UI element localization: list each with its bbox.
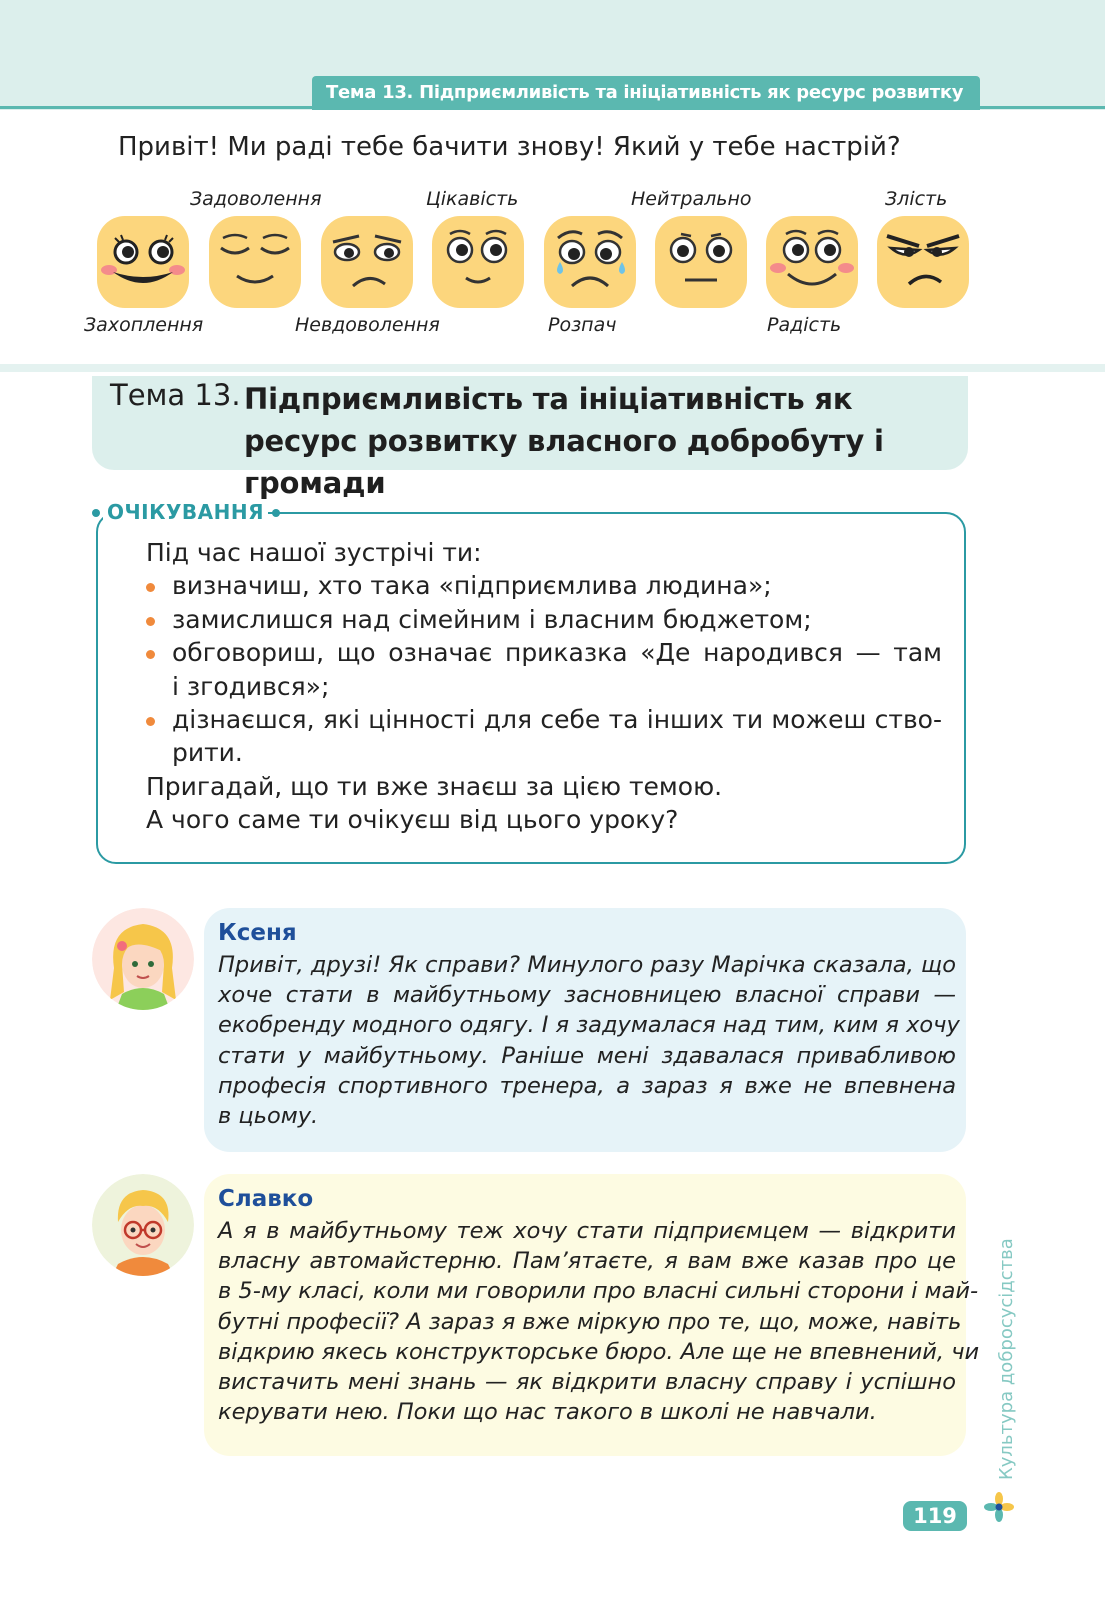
section-divider [0, 364, 1105, 372]
delight-face-icon[interactable] [95, 214, 191, 310]
expectations-label: ОЧІКУВАННЯ [103, 500, 268, 524]
speaker-name: Славко [218, 1186, 314, 1212]
flower-icon [984, 1492, 1014, 1522]
mood-label-curious: Цікавість [426, 188, 519, 210]
bullet-icon [146, 717, 155, 726]
bullet-icon [146, 650, 155, 659]
speech-text: А я в майбутньому теж хочу стати підприємцем — відкрити власну автомайстерню. Пам’ятаєте, я вам вже казав про це в 5-му класі, коли ми говорили про власні сильні сторони і май- бутні професії? А зараз я вже міркую про те, що, може, навіть відкрию якесь конструкторське бюро. Але ще не впевнений, чи вистачить мені знань — як відкрити власну справу і успішно керувати нею. Поки що нас такого в школі не навчали. [218, 1218, 980, 1426]
topic-heading-box [92, 376, 968, 500]
running-header: Тема 13. Підприємливість та ініціативність як ресурс розвитку [312, 76, 980, 110]
expectation-item-continued: рити. [172, 738, 243, 768]
displeased-face-icon[interactable] [319, 214, 415, 310]
expectations-dot-right [272, 509, 280, 517]
expectation-item: замислишся над сімейним і власним бюджетом; [146, 603, 946, 636]
mood-label-neutral: Нейтрально [631, 188, 752, 210]
topic-number: Тема 13. [110, 378, 241, 412]
expectation-item-continued: і згодився»; [172, 671, 330, 701]
slavko-avatar [92, 1174, 194, 1276]
greeting-text: Привіт! Ми раді тебе бачити знову! Який у тебе настрій? [118, 132, 901, 162]
joy-face-icon[interactable] [764, 214, 860, 310]
content-face-icon[interactable] [207, 214, 303, 310]
section-side-title: Культура добросусідства [996, 1238, 1017, 1480]
mood-label-delight: Захоплення [84, 314, 204, 336]
expectations-outro: Пригадай, що ти вже знаєш за цією темою. [146, 771, 723, 801]
anger-face-icon[interactable] [875, 214, 971, 310]
bullet-icon [146, 583, 155, 592]
expectation-item: визначиш, хто така «підприємлива людина»; [146, 569, 946, 602]
mood-label-anger: Злість [885, 188, 948, 210]
expectations-dot-left [92, 509, 100, 517]
expectation-item: дізнаєшся, які цінності для себе та інших ти можеш ство- [146, 703, 942, 736]
expectations-outro: А чого саме ти очікуєш від цього уроку? [146, 805, 679, 835]
bullet-icon [146, 617, 155, 626]
topic-title: Підприємливість та ініціативність як ресурс розвитку власного добробуту і громади [244, 382, 884, 500]
mood-label-content: Задоволення [190, 188, 322, 210]
mood-label-despair: Розпач [548, 314, 617, 336]
slavko-speech-bubble [204, 1174, 980, 1456]
expectations-text [146, 536, 946, 837]
mood-label-joy: Радість [767, 314, 842, 336]
mood-label-displeased: Невдоволення [295, 314, 440, 336]
curious-face-icon[interactable] [430, 214, 526, 310]
ksenia-speech-bubble [204, 908, 966, 1152]
page-number: 119 [903, 1501, 967, 1531]
ksenia-avatar [92, 908, 194, 1010]
expectation-item: обговориш, що означає приказка «Де народився — там [146, 636, 942, 669]
speech-text: Привіт, друзі! Як справи? Минулого разу Марічка сказала, що хоче стати в майбутньому засновницею власної справи — екобренду модного одягу. І я задумалася над тим, ким я хочу стати у майбутньому. Раніше мені здавалася привабливою професія спортивного тренера, а зараз я вже не впевнена в цьому. [218, 952, 960, 1130]
despair-face-icon[interactable] [542, 214, 638, 310]
neutral-face-icon[interactable] [653, 214, 749, 310]
speaker-name: Ксеня [218, 920, 297, 946]
expectations-intro: Під час нашої зустрічі ти: [146, 538, 482, 567]
